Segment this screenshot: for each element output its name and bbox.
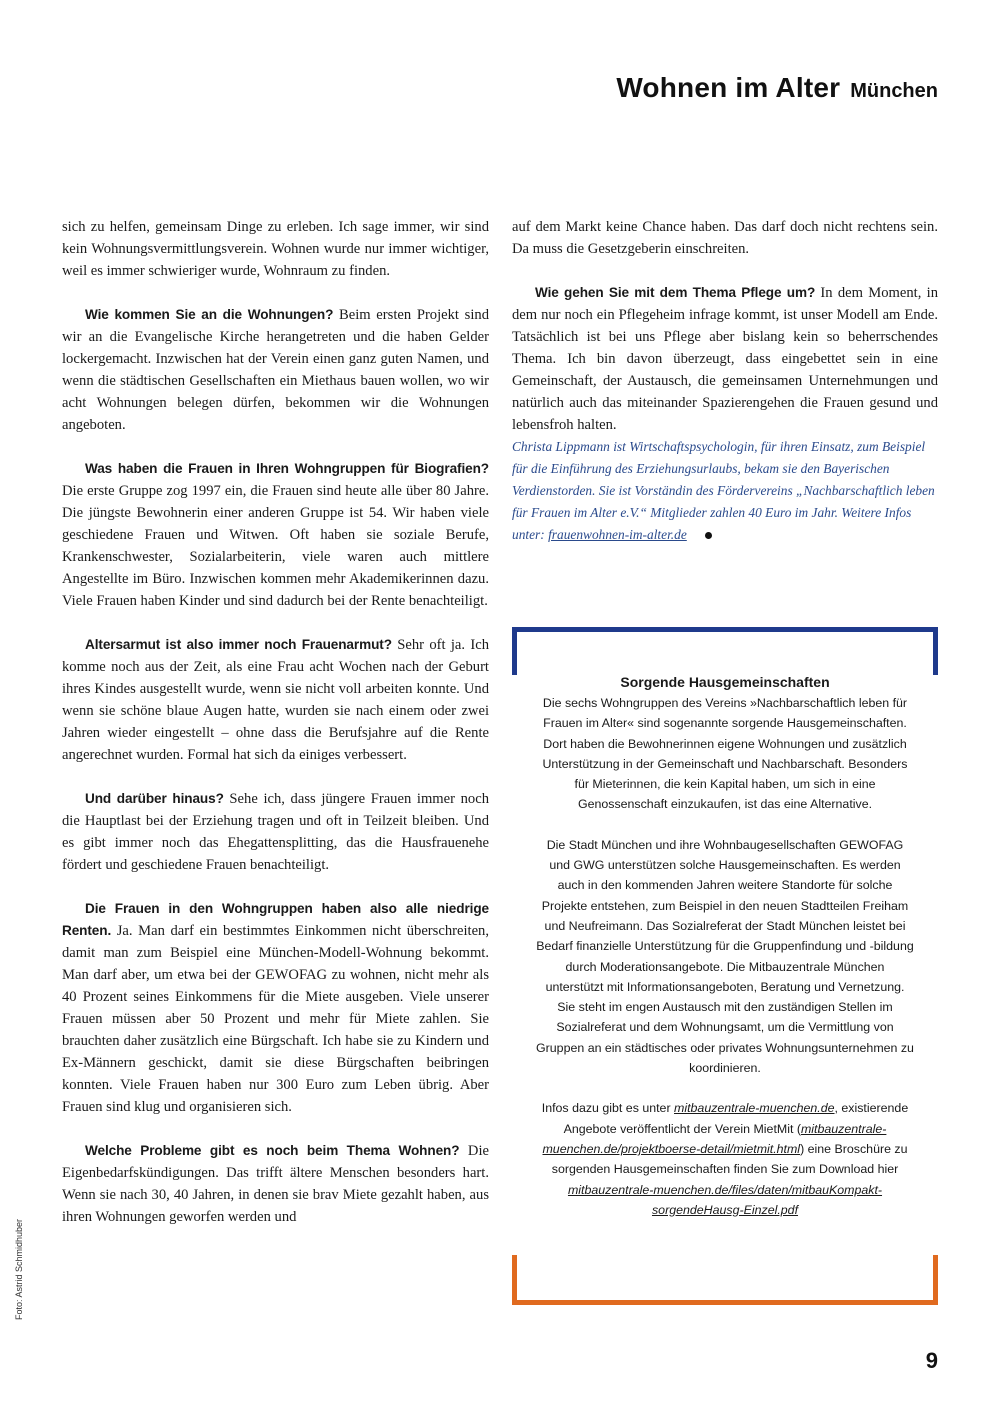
answer: Sehe ich, dass jüngere Frauen immer noch die Hauptlast bei der Erziehung tragen und oft in Teilzeit bleiben. Und es gibt immer noch das Ehegattensplitting, das die Hausfrauenehe fördert und geschiedene Frauen benachteiligt. [62,791,490,873]
link-mitbauzentrale[interactable]: mitbauzentrale-muenchen.de [674,1101,835,1116]
box-top-right-corner [933,627,938,675]
qa-block [62,304,489,436]
box-top-border [512,627,938,632]
question: Wie gehen Sie mit dem Thema Pflege um? [535,285,816,300]
box-bottom-right-corner [933,1255,938,1305]
box-paragraph: Die Stadt München und ihre Wohnbaugesellschaften GEWOFAG und GWG unterstützen solche Hausgemeinschaften. Es werden auch in den kommenden Jahren weitere Standorte für solche Projekte entstehen, zum Beispiel in den neuen Stadtteilen Freiham und Neufreimann. Das Sozialreferat der Stadt München leistet bei Bedarf finanzielle Unterstützung für die Gruppenfindung und -bildung durch Moderationsangebote. Die Mitbauzentrale München unterstützt mit Informationsangeboten, Beratung und Vernetzung. Sie steht im engen Austausch mit den zuständigen Stellen im Sozialreferat und dem Wohnungsamt, um die Vermittlung von Gruppen an ein städtisches oder privates Wohnungsunternehmen zu koordinieren. [536,837,914,1076]
paragraph: sich zu helfen, gemeinsam Dinge zu erleben. Ich sage immer, wir sind kein Wohnungsvermittlungsverein. Wohnen wurde nur immer wichtiger, weil es immer schwieriger wurde, Wohnraum zu finden. [62,219,489,279]
question: Die Frauen in den Wohngruppen haben also alle niedrige Renten. [62,901,489,938]
qa-block [512,282,938,436]
qa-block [62,634,489,766]
question: Und darüber hinaus? [85,791,224,806]
link-brochure[interactable]: mitbauzentrale-muenchen.de/files/daten/mitbauKompakt-sorgendeHausg-Einzel.pdf [567,1182,883,1217]
box-text: , existierende Angebote veröffentlicht der Verein MietMit ( [563,1101,909,1136]
bio-text: Christa Lippmann ist Wirtschaftspsychologin, für ihren Einsatz, zum Beispiel für die Einführung des Erziehungsurlaubs, bekam sie den Bayerischen Verdienstorden. Sie ist Vorständin des Fördervereins „Nachbarschaftlich leben für Frauen im Alter e.V.“ Mitglieder zahlen 40 Euro im Jahr. Weitere Infos unter: [512,439,935,542]
qa-block [62,898,489,1118]
end-mark-icon [705,532,712,539]
box-links-paragraph [536,1098,914,1220]
info-box [512,627,938,1305]
question: Was haben die Frauen in Ihren Wohngruppen für Biografien? [85,461,489,476]
box-top-left-corner [512,627,517,675]
page-number: 9 [925,1348,938,1373]
answer: Beim ersten Projekt sind wir an die Evangelische Kirche herangetreten und die haben Gelder lockergemacht. Inzwischen hat der Verein einen ganz guten Namen, und wenn die städtischen Gesellschaften ein Miethaus bauen wollen, wo wir acht Wohnungen belegen dürfen, bekommen wir die Wohnungen angeboten. [62,307,489,433]
answer: Sehr oft ja. Ich komme noch aus der Zeit, als eine Frau acht Wochen nach der Geburt ihres Kindes ausgestellt wurde, wenn sie nicht voll arbeiten konnte. Und wenn sie schöne blaue Augen hatte, wurden sie nach einem oder zwei Jahren wieder eingestellt – ohne dass die Berufsjahre auf die Rente angerechnet wurden. Formal hat sich da einiges verbessert. [62,637,490,763]
bio-link[interactable]: frauenwohnen-im-alter.de [548,527,687,542]
author-bio [512,436,938,546]
box-bottom-border [512,1300,938,1305]
qa-block [62,788,489,876]
box-text: Infos dazu gibt es unter [541,1101,675,1116]
box-text: ) eine Broschüre zu sorgenden Hausgemeinschaften finden Sie zum Download hier [551,1141,908,1177]
photo-credit: Foto: Astrid Schmidhuber [14,1218,24,1320]
section-title: Wohnen im Alter [616,72,841,103]
left-column [62,216,489,1228]
link-mietmit[interactable]: mitbauzentrale-muenchen.de/projektboerse-detail/mietmit.html [542,1121,887,1156]
question: Welche Probleme gibt es noch beim Thema Wohnen? [85,1143,460,1158]
question: Wie kommen Sie an die Wohnungen? [85,307,334,322]
qa-block [62,458,489,612]
answer: In dem Moment, in dem nur noch ein Pflegeheim infrage kommt, ist unser Modell am Ende. Tatsächlich ist bei uns Pflege aber bislang kein so beherrschendes Thema. Ich bin davon überzeugt, dass eingebettet sein in eine Gemeinschaft, der Austausch, die gemeinsamen Unternehmungen und natürlich auch das miteinander Spazierengehen die Frauen gesund und lebensfroh halten. [512,285,938,433]
box-paragraph: Die sechs Wohngruppen des Vereins »Nachbarschaftlich leben für Frauen im Alter« sind sogenannte sorgende Hausgemeinschaften. Dort haben die Bewohnerinnen eigene Wohnungen und zusätzlich Unterstützung in der Gemeinschaft und Nachbarschaft. Besonders für Mieterinnen, die kein Kapital haben, um sich in eine Genossenschaft einzukaufen, ist das eine Alternative. [542,696,908,812]
right-column [512,216,938,546]
page-header [616,72,938,104]
qa-block [62,1140,489,1228]
answer: Die Eigenbedarfskündigungen. Das trifft ältere Menschen besonders hart. Wenn sie nach 30, 40 Jahren, in denen sie brav Miete gezahlt haben, aus ihren Wohnungen geworfen werden und [62,1143,489,1225]
section-subtitle: München [850,80,938,102]
question: Altersarmut ist also immer noch Frauenarmut? [85,637,392,652]
box-content [536,671,914,1220]
paragraph: auf dem Markt keine Chance haben. Das darf doch nicht rechtens sein. Da muss die Gesetzgeberin einschreiten. [512,219,938,257]
box-bottom-left-corner [512,1255,517,1305]
answer: Ja. Man darf ein bestimmtes Einkommen nicht überschreiten, damit man zum Beispiel eine München-Modell-Wohnung bekommt. Man darf aber, um etwa bei der GEWOFAG zu wohnen, nicht mehr als 40 Prozent seines Einkommens für die Miete ausgeben. Viele unserer Frauen müssen aber 50 Prozent und mehr für Miete zahlen. Sie brauchten daher zusätzlich eine Bürgschaft. Ich habe sie zu Kindern und Ex-Männern geschickt, damit sie diese Bürgschaften beibringen konnten. Viele Frauen haben nur 300 Euro zum Leben übrig. Aber Frauen sind klug und organisieren sich. [62,923,489,1115]
answer: Die erste Gruppe zog 1997 ein, die Frauen sind heute alle über 80 Jahre. Die jüngste Bewohnerin einer anderen Gruppe ist 54. Wir haben viele geschiedene Frauen und Witwen. Oft haben sie soziale Berufe, Krankenschwester, Sozialarbeiterin, viele waren auch mittlere Angestellte im Büro. Inzwischen kommen mehr Akademikerinnen dazu. Viele Frauen haben Kinder und sind dadurch bei der Rente benachteiligt. [62,483,489,609]
box-title: Sorgende Hausgemeinschaften [620,674,830,690]
